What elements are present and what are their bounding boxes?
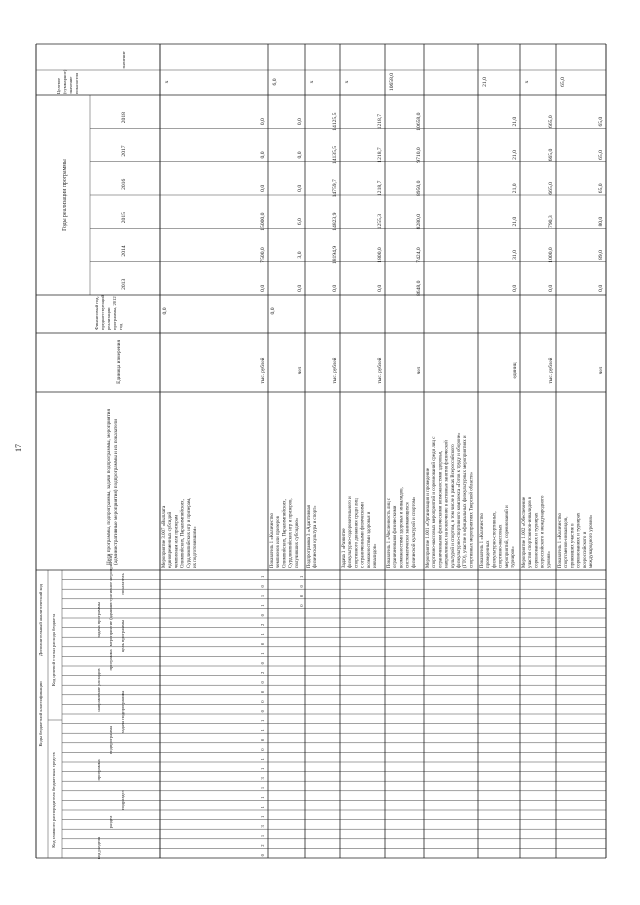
row-description: с ограниченными физическими [360, 502, 366, 568]
code-column-header: программа [96, 759, 101, 781]
code-digit: 1 [260, 767, 265, 770]
row-year-value: 0,0 [260, 184, 266, 192]
row-unit: тыс. рублей [377, 357, 383, 384]
row-description: направленных на вовлечение в активные занятия физической [444, 440, 450, 568]
row-year-value: 1800,0 [377, 247, 383, 263]
program-column-header: Цели программы, подпрограммы, задачи подпрограммы, мероприятия [106, 409, 112, 565]
row-description: физкультурно-спортивных, [492, 511, 498, 568]
row-year-value: 0,0 [512, 284, 518, 292]
row-year-value: 65,0 [598, 183, 604, 194]
code-column-header: показатель [120, 573, 125, 595]
row-description: физкультурно-спортивного комплекса «Готов к труду и обороне» [457, 432, 462, 568]
row-description: их подготовившим» [193, 526, 198, 568]
code-digit: 1 [260, 834, 265, 838]
row-year-value: 80,0 [598, 216, 604, 227]
code-digit: 0 [260, 710, 265, 713]
row-description: возможностями здоровья и [366, 511, 372, 568]
code-digit: 1 [260, 633, 265, 636]
row-year-value: 18194,9 [332, 245, 338, 265]
code-column-header: направление расходов [96, 668, 101, 712]
base-year-column-header: Финансовый год, [94, 296, 99, 330]
code-digit: 1 [260, 594, 265, 598]
row-description: Задача 1 «Развитие [342, 528, 347, 568]
table-frame [36, 44, 606, 858]
row-description: инвалидов» [373, 543, 378, 568]
row-unit: чел [598, 366, 604, 375]
row-description: участия спортсменов-инвалидов в [528, 496, 534, 568]
page-number: 17 [14, 444, 23, 452]
rotated-table-content [38, 51, 604, 859]
row-target-value: x [309, 80, 315, 84]
year-column-header: 2018 [121, 112, 127, 124]
row-description: получивших субсидию» [294, 517, 300, 568]
year-column-header: 2013 [121, 278, 127, 290]
row-year-value: 21,0 [512, 183, 518, 194]
row-description: Мероприятие 1.001 «Организация и проведение [426, 467, 431, 568]
code-digit: 1 [260, 796, 265, 799]
row-description: Олимпийских, Паралимпийских, [282, 499, 288, 568]
row-description: проведенных [486, 540, 492, 568]
row-year-value: 14135,5 [332, 145, 338, 165]
row-year-value: 7500,0 [260, 247, 266, 263]
row-description: всероссийского и международного [540, 495, 546, 568]
target-column-header: показателя [74, 72, 79, 94]
row-year-value: 7424,0 [416, 247, 422, 263]
row-description: ограниченными физическими возможностями здоровья, [438, 450, 444, 568]
base-year-column-header: год [118, 323, 123, 330]
row-unit: чел [297, 366, 303, 375]
row-year-value: 15000,0 [260, 212, 266, 231]
program-column-header: (административные мероприятия) подпрограммы и их показатели [113, 419, 119, 565]
row-unit: чел [416, 366, 422, 375]
row-description: Сурдлимпийских игр и призерам, [186, 497, 192, 568]
row-description: Мероприятие 3.007 «Выплата [162, 505, 167, 568]
code-column-header: цель программы [120, 619, 125, 653]
row-description: спортивно-массовых мероприятий и соревнований среди лиц с [432, 436, 438, 568]
row-description: Мероприятие 1.002 «Обеспечение [522, 496, 527, 568]
row-unit: тыс. рублей [260, 357, 266, 384]
code-column-header: раздел [108, 815, 113, 829]
code-digit: 2 [260, 844, 265, 847]
code-digit: 0 [299, 604, 304, 607]
code-digit: 1 [260, 729, 265, 732]
row-target-value: 65,0 [560, 77, 566, 87]
row-year-value: 9710,0 [416, 147, 422, 163]
row-unit: тыс. рублей [332, 357, 338, 384]
code-column-header: подраздел [120, 790, 125, 810]
row-year-value: 8950,0 [416, 180, 422, 197]
row-description: культурой и спортом, в том числе в рамках Всероссийского [450, 444, 456, 568]
year-column-header: 2017 [121, 145, 127, 157]
code-column-header: подпрограмма [108, 725, 113, 755]
row-description: спортивно-массовых [498, 524, 504, 568]
row-description: международного уровня» [589, 514, 594, 568]
row-target-value: x [524, 80, 530, 84]
code-digit: 0 [260, 854, 265, 857]
code-digit: 3 [260, 777, 265, 780]
code-digit: 0 [260, 690, 265, 694]
row-base-value: 0,0 [270, 307, 276, 315]
row-year-value: 3,0 [297, 251, 303, 259]
row-description: турниров» [511, 546, 516, 568]
target-column-header: Целевое [56, 77, 61, 94]
row-year-value: 89,0 [598, 250, 604, 260]
row-year-value: 14823,9 [332, 212, 338, 231]
row-description: спортивных мероприятиях Тверской области» [469, 471, 475, 568]
row-description: возможностями здоровья и инвалидов, [399, 487, 405, 568]
code-digit: 1 [260, 806, 265, 809]
code-digit: 1 [260, 575, 265, 578]
code-column-header: код раздела [96, 836, 101, 860]
row-description: принявших участие в [570, 523, 576, 568]
code-digit: 0 [260, 738, 265, 742]
code-digit: 1 [260, 604, 265, 607]
row-year-value: 10658,0 [416, 112, 422, 131]
row-year-value: 21,0 [512, 150, 518, 160]
row-description: Показатель 1 «Количество [558, 513, 563, 568]
row-year-value: 665,0 [548, 115, 554, 128]
code-digit: 1 [299, 575, 304, 578]
row-year-value: 0,0 [260, 284, 266, 292]
row-year-value: 0,0 [332, 284, 338, 292]
row-description: физкультурно-оздоровительного и [348, 496, 354, 568]
row-year-value: 665,0 [548, 148, 554, 162]
row-target-value: 6,0 [272, 78, 278, 86]
code-digit: 1 [260, 815, 265, 818]
code-column-header: мероприятие (административное мероприятие) [108, 553, 113, 647]
row-description: Олимпийских, Паралимпийских, [180, 499, 186, 568]
row-year-value: 0,0 [297, 118, 303, 126]
row-base-value: 0,0 [162, 307, 168, 315]
row-year-value: 65,0 [598, 116, 604, 127]
code-digit: 2 [260, 623, 265, 626]
row-description: Показатель 1 «Количество [480, 513, 485, 568]
code-digit: 0 [260, 585, 265, 588]
base-year-column-header: программы, 2012 [112, 296, 117, 330]
row-year-value: 0,0 [297, 184, 303, 192]
target-column-header: значение [68, 76, 73, 94]
row-year-value: 0,0 [297, 284, 303, 292]
row-description: Показатель 1 «Численность лиц с [387, 498, 392, 568]
row-year-value: 790,3 [548, 215, 554, 228]
row-description: ограниченными физическими [393, 505, 399, 568]
target-column-header: (суммарное) [62, 69, 67, 94]
row-year-value: 0,0 [260, 151, 266, 159]
row-description: физическая культура и спорт» [313, 505, 319, 568]
row-description: спортсменов-инвалидов, [564, 516, 570, 568]
row-description: единовременных субсидий [168, 511, 174, 568]
expense-code-title: Код целевой статьи расхода бюджета [51, 613, 56, 687]
row-target-value: 10658,0 [389, 72, 395, 92]
row-description: Показатель 1 «Количество [270, 513, 275, 568]
row-year-value: 1255,3 [377, 213, 383, 230]
code-column-header: задача программы [96, 602, 101, 638]
row-year-value: 0,0 [297, 151, 303, 159]
row-unit: единиц [512, 362, 518, 379]
base-year-column-header: предшествующий [100, 294, 105, 330]
row-year-value: 1218,7 [377, 180, 383, 197]
row-year-value: 1000,0 [548, 247, 554, 263]
row-year-value: 0,0 [548, 284, 554, 292]
code-digit: 1 [260, 758, 265, 761]
row-year-value: 21,0 [512, 116, 518, 127]
row-year-value: 0,0 [598, 284, 604, 292]
row-target-value: x [164, 80, 170, 84]
row-description: физической культурой и спортом» [411, 496, 417, 568]
codes-group-title: Коды бюджетной классификации [38, 681, 43, 747]
base-year-column-header: реализации [106, 307, 111, 330]
row-description: уровня» [546, 551, 552, 568]
year-column-header: 2016 [121, 178, 127, 190]
row-year-value: 1218,7 [377, 113, 383, 130]
year-column-header: 2014 [121, 245, 127, 257]
row-year-value: 31,0 [512, 250, 518, 260]
code-digit: 1 [260, 786, 265, 790]
additional-code-title: Дополнительный аналитический код [38, 583, 43, 657]
budget-manager-code-title: Код главного распорядителя бюджетных средств [51, 752, 56, 848]
row-description: мероприятий, соревнований и [504, 505, 510, 568]
code-digit: 0 [260, 614, 265, 617]
row-description: чемпионов или призеров [276, 516, 282, 568]
row-year-value: 8280,0 [416, 213, 422, 230]
year-column-header: 2015 [121, 212, 127, 224]
row-year-value: 8648,0 [416, 280, 422, 297]
row-year-value: 0,0 [377, 284, 383, 292]
row-description: Подпрограмма 3 «Адаптивная [307, 505, 312, 568]
row-description: спортивного движения среди лиц [354, 498, 360, 568]
row-description: соревнованиях и турнирах [576, 512, 582, 568]
row-year-value: 0,0 [260, 118, 266, 126]
code-digit: 0 [260, 748, 265, 751]
code-column-header: задача подпрограммы [120, 690, 125, 734]
code-digit: 0 [260, 700, 265, 703]
row-year-value: 21,0 [512, 216, 518, 227]
code-digit: 1 [260, 719, 265, 722]
code-column-header: программа [108, 649, 113, 671]
code-digit: 0 [299, 585, 304, 588]
row-description: систематически занимающихся [405, 502, 411, 568]
row-description: Сурдлимпийских игр и призеров, [288, 498, 294, 568]
code-digit: 0 [260, 642, 265, 646]
row-year-value: 665,0 [548, 182, 554, 195]
code-digit: 0 [260, 681, 265, 684]
code-digit: 0 [260, 662, 265, 665]
row-year-value: 14759,7 [332, 179, 338, 198]
row-unit: тыс. рублей [548, 357, 554, 384]
code-digit: 0 [299, 594, 304, 598]
target-value-header: значение [121, 51, 126, 69]
row-description: соревнованиях и турнирах [534, 512, 540, 568]
code-digit: 3 [260, 825, 265, 828]
row-description: всероссийского и [582, 531, 588, 568]
row-year-value: 6,0 [297, 218, 303, 226]
row-description: чемпионам или призерам [174, 515, 180, 568]
row-description: (ГТО), участие в официальных физкультурных мероприятиях и [463, 435, 469, 568]
row-year-value: 1218,7 [377, 147, 383, 163]
row-target-value: x [344, 80, 350, 84]
row-year-value: 65,0 [598, 150, 604, 160]
row-target-value: 21,0 [482, 77, 488, 87]
unit-column-header: Единица измерения [116, 340, 122, 384]
row-year-value: 14125,5 [332, 112, 338, 131]
code-digit: 1 [260, 652, 265, 655]
years-group-header: Годы реализации программы [62, 159, 68, 231]
code-digit: 2 [260, 671, 265, 674]
